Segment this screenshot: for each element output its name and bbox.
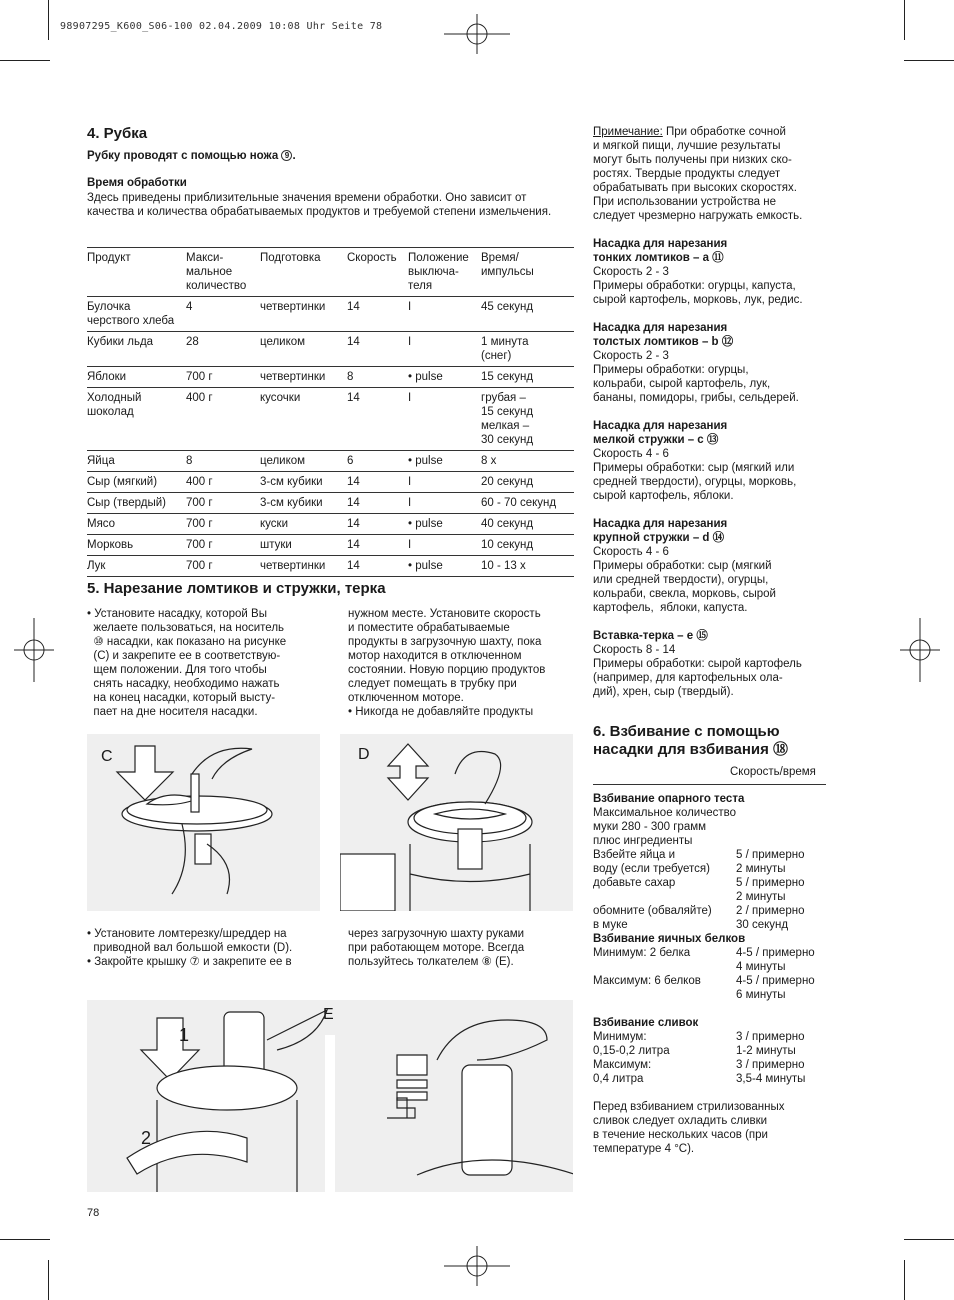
table-cell: Лук (87, 560, 106, 572)
table-cell: I (408, 392, 412, 404)
speed-row-label: обомните (обваляйте) в муке (593, 905, 712, 931)
speed-row-value: 3 / примерно 1-2 минуты (736, 1031, 805, 1057)
table-cell: I (408, 476, 412, 488)
table-cell: штуки (260, 539, 292, 551)
table-cell: • pulse (408, 455, 443, 467)
table-cell: четвертинки (260, 301, 326, 313)
disc-speed: Скорость 4 - 6 (593, 546, 669, 558)
disc-speed: Скорость 4 - 6 (593, 448, 669, 460)
section-5-text-col3: • Установите ломтерезку/шреддер на приводной вал большой емкости (D). • Закройте крышку ⑦ и закрепите ее в (87, 928, 293, 968)
table-cell: 28 (186, 336, 199, 348)
table-row (87, 332, 574, 367)
table-cell: Сыр (мягкий) (87, 476, 158, 488)
table-cell: Сыр (твердый) (87, 497, 166, 509)
table-row (87, 367, 574, 388)
table-cell: 8 (347, 371, 354, 383)
speed-row (593, 1058, 833, 1086)
note-text: При обработке сочной и мягкой пищи, лучшие результаты могут быть получены при низких ско- ростях. Твердые продукты следует обрабатывать при высоких скоростях. При использовании устройства не следует чрезмерно нагружать емкость. (593, 126, 803, 222)
table-cell: 6 (347, 455, 354, 467)
disc-title: Насадка для нарезания крупной стружки – d ⑭ (593, 518, 728, 544)
table-row (87, 472, 574, 493)
section-5-text-col1: • Установите насадку, которой Вы желаете пользоваться, на носитель ⑩ насадки, как показано на рисунке (С) и закрепите ее в соответствую- щем положении. Для того чтобы снять насадку, необходимо нажать на конец насадки, который высту- пает на дне носителя насадки. (87, 608, 287, 718)
table-cell: 14 (347, 392, 360, 404)
table-row (87, 514, 574, 535)
speed-row-value: 4-5 / примерно 4 минуты (736, 947, 815, 973)
table-cell: 14 (347, 518, 360, 530)
table-row (87, 388, 574, 451)
table-cell: целиком (260, 336, 306, 348)
section-6-body (593, 792, 833, 1156)
disc-title: Насадка для нарезания толстых ломтиков – b ⑫ (593, 322, 734, 348)
disc-examples: Примеры обработки: сырой картофель (например, для картофельных ола- дий), хрен, сыр (твердый). (593, 658, 802, 698)
table-cell: Кубики льда (87, 336, 154, 348)
table-row (87, 451, 574, 472)
table-cell: куски (260, 518, 288, 530)
table-cell: 14 (347, 476, 360, 488)
whites-title: Взбивание яичных белков (593, 933, 746, 945)
disc-title: Насадка для нарезания тонких ломтиков – a ⑪ (593, 238, 728, 264)
table-header-cell: Продукт (87, 252, 131, 264)
table-cell: грубая – 15 секунд мелкая – 30 секунд (481, 392, 534, 446)
table-cell: Яйца (87, 455, 115, 467)
disc-examples: Примеры обработки: огурцы, капуста, сырой картофель, морковь, лук, редис. (593, 280, 803, 306)
table-cell: 10 секунд (481, 539, 534, 551)
speed-row-value: 5 / примерно 2 минуты (736, 877, 805, 903)
table-cell: • pulse (408, 560, 443, 572)
cream-rows (593, 1030, 833, 1086)
table-cell: I (408, 497, 412, 509)
section-6-rule (593, 784, 826, 785)
table-cell: 700 г (186, 518, 213, 530)
figure-c-drawing (87, 734, 320, 911)
disc-title: Насадка для нарезания мелкой стружки – c ⑬ (593, 420, 728, 446)
cream-note: Перед взбиванием стрилизованных сливок следует охладить сливки в течение нескольких часов (при температуре 4 °С). (593, 1101, 785, 1155)
figure-e-step-1: 1 (179, 1025, 190, 1045)
table-cell: I (408, 336, 412, 348)
disc-speed: Скорость 8 - 14 (593, 644, 676, 656)
note (593, 125, 833, 223)
disc-item (593, 517, 833, 615)
speed-row-label: Минимум: 0,15-0,2 литра (593, 1031, 670, 1057)
table-cell: 3-см кубики (260, 476, 323, 488)
print-header: 98907295_K600_S06-100 02.04.2009 10:08 Uhr Seite 78 (60, 21, 383, 32)
speed-row-label: Максимум: 0,4 литра (593, 1059, 652, 1085)
table-cell: 700 г (186, 371, 213, 383)
speed-row-label: Минимум: 2 белка (593, 947, 691, 959)
speed-row-label: Взбейте яйца и воду (если требуется) (593, 849, 710, 875)
disc-title: Вставка-терка – e ⑮ (593, 630, 708, 642)
disc-item (593, 237, 833, 307)
table-header-row (87, 248, 574, 297)
table-cell: 14 (347, 560, 360, 572)
section-5-title: 5. Нарезание ломтиков и стружки, терка (87, 580, 386, 597)
time-heading: Время обработки (87, 177, 187, 189)
speed-row-label: Максимум: 6 белков (593, 975, 701, 987)
disc-list (593, 237, 833, 713)
page-number: 78 (87, 1207, 100, 1219)
table-row (87, 556, 574, 577)
table-cell: 400 г (186, 392, 213, 404)
table-cell: • pulse (408, 518, 443, 530)
section-4-intro: Рубку проводят с помощью ножа 9 . (87, 150, 296, 162)
table-cell: 10 - 13 x (481, 560, 526, 572)
speed-row (593, 974, 833, 1002)
disc-item (593, 321, 833, 405)
table-cell: 4 (186, 301, 193, 313)
speed-row-label: добавьте сахар (593, 877, 676, 889)
table-cell: 14 (347, 539, 360, 551)
speed-row (593, 946, 833, 974)
figure-d (340, 734, 573, 911)
table-cell: 3-см кубики (260, 497, 323, 509)
disc-examples: Примеры обработки: огурцы, кольраби, сырой картофель, лук, бананы, помидоры, грибы, сельдерей. (593, 364, 799, 404)
table-cell: четвертинки (260, 560, 326, 572)
disc-examples: Примеры обработки: сыр (мягкий или средней твердости), огурцы, кольраби, свекла, морковь, сырой картофель, яблоки, капуста. (593, 560, 776, 614)
table-cell: • pulse (408, 371, 443, 383)
table-cell: 20 секунд (481, 476, 534, 488)
table-cell: 700 г (186, 560, 213, 572)
table-header-cell: Положение выключа- теля (408, 252, 469, 292)
table-cell: 700 г (186, 539, 213, 551)
figure-e-drawing (87, 1000, 573, 1192)
time-text: Здесь приведены приблизительные значения времени обработки. Оно зависит от качества и количества обрабатываемых продуктов и требуемой степени измельчения. (87, 192, 552, 218)
table-header-cell: Время/ импульсы (481, 252, 534, 278)
figure-e (87, 1000, 573, 1192)
speed-row-value: 4-5 / примерно 6 минуты (736, 975, 815, 1001)
speed-time-header: Скорость/время (730, 766, 816, 778)
table-cell: четвертинки (260, 371, 326, 383)
table-cell: 60 - 70 секунд (481, 497, 557, 509)
figure-e-label: E (323, 1006, 334, 1023)
table-cell: Булочка черствого хлеба (87, 301, 175, 327)
table-header-cell: Подготовка (260, 252, 321, 264)
table-cell: 40 секунд (481, 518, 534, 530)
table-header-cell: Скорость (347, 252, 397, 264)
table-cell: 8 (186, 455, 193, 467)
dough-rows (593, 848, 833, 932)
processing-table (87, 247, 574, 577)
figure-d-label: D (358, 746, 370, 763)
disc-examples: Примеры обработки: сыр (мягкий или средней твердости), огурцы, морковь, сырой картофель, яблоки. (593, 462, 797, 502)
table-cell: 8 x (481, 455, 497, 467)
table-row (87, 493, 574, 514)
section-5-text-col2: нужном месте. Установите скорость и поместите обрабатываемые продукты в загрузочную шахту, пока мотор находится в отключенном состоянии. Новую порцию продуктов следует помещать в трубку при отключенном моторе. • Никогда не добавляйте продукты (348, 608, 546, 718)
speed-row (593, 1030, 833, 1058)
table-header-cell: Макси- мальное количество (186, 252, 247, 292)
table-cell: 700 г (186, 497, 213, 509)
figure-c-label: C (101, 748, 113, 765)
table-cell: 14 (347, 336, 360, 348)
speed-row-value: 2 / примерно 30 секунд (736, 905, 805, 931)
speed-row-value: 5 / примерно 2 минуты (736, 849, 805, 875)
dough-intro: Максимальное количество муки 280 - 300 грамм плюс ингредиенты (593, 807, 736, 847)
disc-item (593, 419, 833, 503)
table-cell: целиком (260, 455, 306, 467)
speed-row-value: 3 / примерно 3,5-4 минуты (736, 1059, 806, 1085)
table-cell: I (408, 301, 412, 313)
table-cell: кусочки (260, 392, 301, 404)
note-label: Примечание: (593, 126, 663, 138)
figure-d-drawing (340, 734, 573, 911)
section-6-title: 6. Взбивание с помощью насадки для взбивания ⑱ (593, 723, 789, 758)
table-row (87, 297, 574, 332)
speed-row (593, 904, 833, 932)
table-cell: I (408, 539, 412, 551)
table-cell: Яблоки (87, 371, 127, 383)
dough-title: Взбивание опарного теста (593, 793, 745, 805)
figure-e-step-2: 2 (141, 1128, 152, 1148)
table-cell: 400 г (186, 476, 213, 488)
cream-title: Взбивание сливок (593, 1017, 699, 1029)
section-5-text-col4: через загрузочную шахту руками при работающем моторе. Всегда пользуйтесь толкателем ⑧ (Е). (348, 928, 525, 968)
section-4-title: 4. Рубка (87, 125, 148, 142)
disc-speed: Скорость 2 - 3 (593, 266, 669, 278)
table-cell: Холодный шоколад (87, 392, 142, 418)
whites-rows (593, 946, 833, 1002)
table-cell: 15 секунд (481, 371, 534, 383)
disc-item (593, 629, 833, 699)
disc-speed: Скорость 2 - 3 (593, 350, 669, 362)
speed-row (593, 848, 833, 876)
table-cell: Мясо (87, 518, 116, 530)
speed-row (593, 876, 833, 904)
table-row (87, 535, 574, 556)
table-cell: Морковь (87, 539, 134, 551)
table-cell: 1 минута (снег) (481, 336, 529, 362)
table-cell: 14 (347, 301, 360, 313)
table-cell: 14 (347, 497, 360, 509)
figure-c (87, 734, 320, 911)
table-cell: 45 секунд (481, 301, 534, 313)
